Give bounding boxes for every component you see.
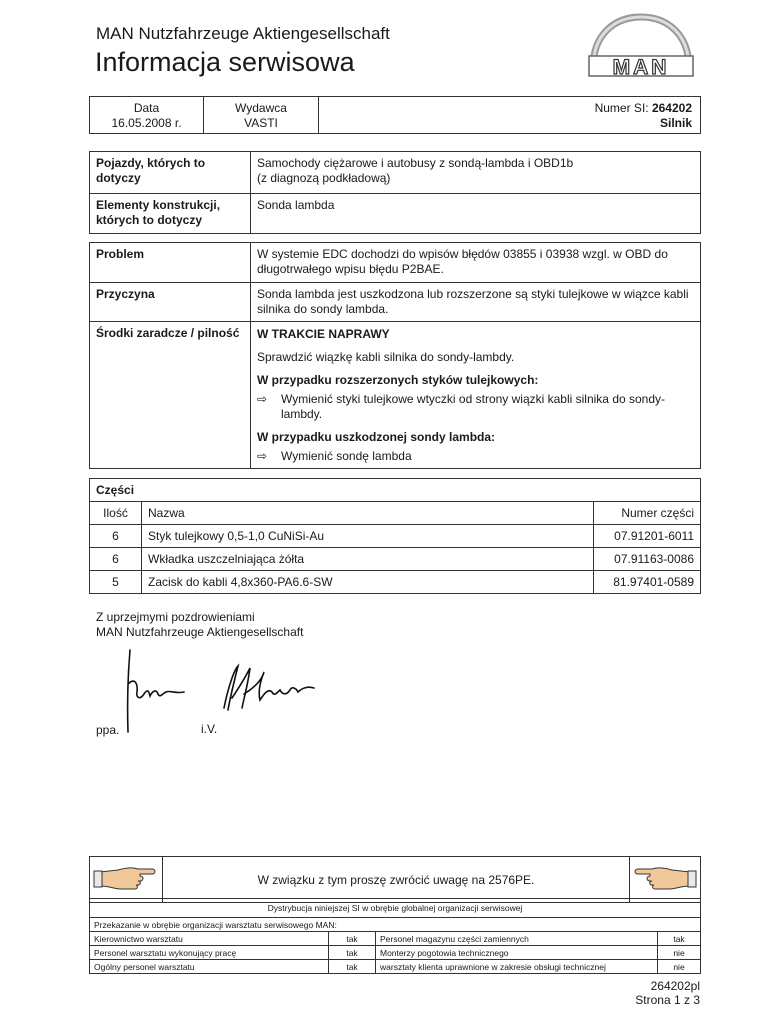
dist-left: Ogólny personel warsztatu: [90, 960, 329, 974]
table-row: [90, 548, 701, 571]
number-label: Numer SI:: [594, 101, 649, 115]
cause-label: Przyczyna: [90, 283, 251, 322]
part-number: 07.91163-0086: [594, 548, 701, 571]
page-footer: [635, 979, 700, 1007]
vehicles-value-line1: Samochody ciężarowe i autobusy z sondą-lambda i OBD1b: [257, 156, 574, 170]
signature-ppa: [118, 644, 198, 734]
dist-left: Personel warsztatu wykonujący pracę: [90, 946, 329, 960]
info-table: [89, 96, 701, 134]
dist-right-val: nie: [658, 946, 701, 960]
signature-iv: [214, 658, 319, 718]
table-row: [90, 960, 701, 974]
components-value: Sonda lambda: [251, 194, 701, 234]
dist-right: Monterzy pogotowia technicznego: [376, 946, 658, 960]
distribution-table: [89, 898, 701, 974]
remedy-label: Środki zaradcze / pilność: [90, 322, 251, 469]
part-qty: 6: [90, 525, 142, 548]
iv-label: i.V.: [201, 722, 218, 736]
arrow-right-icon: ⇨: [257, 392, 268, 406]
cause-text: Sonda lambda jest uszkodzona lub rozszerzone są styki tulejkowe w wiązce kabli silnika do sondy lambda.: [251, 283, 701, 322]
man-logo: [585, 12, 697, 78]
distribution-heading: Dystrybucja niniejszej SI w obrębie globalnej organizacji serwisowej: [267, 903, 523, 913]
date-value: 16.05.2008 r.: [111, 116, 182, 130]
case1-text: Wymienić styki tulejkowe wtyczki od strony wiązki kabli silnika do sondy-lambdy.: [281, 392, 666, 421]
problem-text: W systemie EDC dochodzi do wpisów błędów 03855 i 03938 wzgl. w OBD do długotrwałego wpisu błędu P2BAE.: [251, 243, 701, 283]
logo-text: MAN: [612, 56, 670, 78]
col-qty-header: Ilość: [90, 502, 142, 525]
case2-text: Wymienić sondę lambda: [281, 449, 412, 463]
table-row: [90, 571, 701, 594]
document-id: 264202pl: [650, 979, 700, 993]
dist-left: Kierownictwo warsztatu: [90, 932, 329, 946]
table-row: [90, 946, 701, 960]
parts-table: [89, 478, 701, 594]
pointing-hand-left-icon: [630, 857, 700, 897]
part-name: Zacisk do kabli 4,8x360-PA6.6-SW: [142, 571, 594, 594]
dist-right: warsztaty klienta uprawnione w zakresie obsługi technicznej: [376, 960, 658, 974]
publisher-label: Wydawca: [235, 101, 287, 115]
problem-label: Problem: [96, 247, 145, 261]
dist-right-val: nie: [658, 960, 701, 974]
closing-block: [96, 610, 303, 640]
vehicles-value-line2: (z diagnozą podkładową): [257, 171, 391, 185]
greeting-text: Z uprzejmymi pozdrowieniami: [96, 610, 255, 624]
vehicles-value: [251, 152, 701, 194]
arrow-right-icon: ⇨: [257, 449, 268, 463]
part-name: Styk tulejkowy 0,5-1,0 CuNiSi-Au: [142, 525, 594, 548]
case1-item: [257, 392, 694, 422]
hand-left-cell: [90, 857, 163, 903]
ppa-label: ppa.: [96, 723, 120, 737]
case1-heading: W przypadku rozszerzonych styków tulejkowych:: [257, 373, 539, 387]
table-row: [90, 525, 701, 548]
part-number: 81.97401-0589: [594, 571, 701, 594]
publisher-value: VASTI: [244, 116, 278, 130]
number-value: 264202: [651, 101, 692, 115]
vehicles-label: Pojazdy, których to dotyczy: [96, 156, 206, 185]
dist-left-val: tak: [329, 960, 376, 974]
components-label: Elementy konstrukcji, których to dotyczy: [90, 194, 251, 234]
date-label: Data: [133, 101, 160, 115]
distribution-subheading: Przekazanie w obrębie organizacji warsztatu serwisowego MAN:: [90, 918, 701, 932]
parts-title: Części: [96, 482, 135, 497]
table-row: [90, 932, 701, 946]
part-qty: 5: [90, 571, 142, 594]
part-number: 07.91201-6011: [594, 525, 701, 548]
company-name: MAN Nutzfahrzeuge Aktiengesellschaft: [96, 24, 390, 43]
applicability-table: [89, 151, 701, 234]
dist-left-val: tak: [329, 932, 376, 946]
dist-left-val: tak: [329, 946, 376, 960]
col-number-header: Numer części: [594, 502, 701, 525]
hand-right-cell: [630, 857, 701, 903]
document-title: Informacja serwisowa: [95, 47, 355, 77]
notice-text: W związku z tym proszę zwrócić uwagę na 2576PE.: [163, 857, 630, 903]
publisher-cell: [204, 97, 319, 134]
case2-heading: W przypadku uszkodzonej sondy lambda:: [257, 430, 496, 444]
number-cell: [319, 97, 701, 134]
remedy-heading: W TRAKCIE NAPRAWY: [257, 327, 390, 341]
case2-item: [257, 449, 694, 464]
part-qty: 6: [90, 548, 142, 571]
problem-table: [89, 242, 701, 469]
remedy-content: [251, 322, 701, 469]
part-name: Wkładka uszczelniająca żółta: [142, 548, 594, 571]
closing-company: MAN Nutzfahrzeuge Aktiengesellschaft: [96, 625, 304, 639]
remedy-check: Sprawdzić wiązkę kabli silnika do sondy-lambdy.: [257, 350, 515, 364]
col-name-header: Nazwa: [142, 502, 594, 525]
date-cell: [90, 97, 204, 134]
dist-right: Personel magazynu części zamiennych: [376, 932, 658, 946]
pointing-hand-right-icon: [90, 857, 162, 897]
page-number: Strona 1 z 3: [635, 993, 700, 1007]
notice-table: [89, 856, 701, 903]
dist-right-val: tak: [658, 932, 701, 946]
category: Silnik: [659, 116, 692, 130]
